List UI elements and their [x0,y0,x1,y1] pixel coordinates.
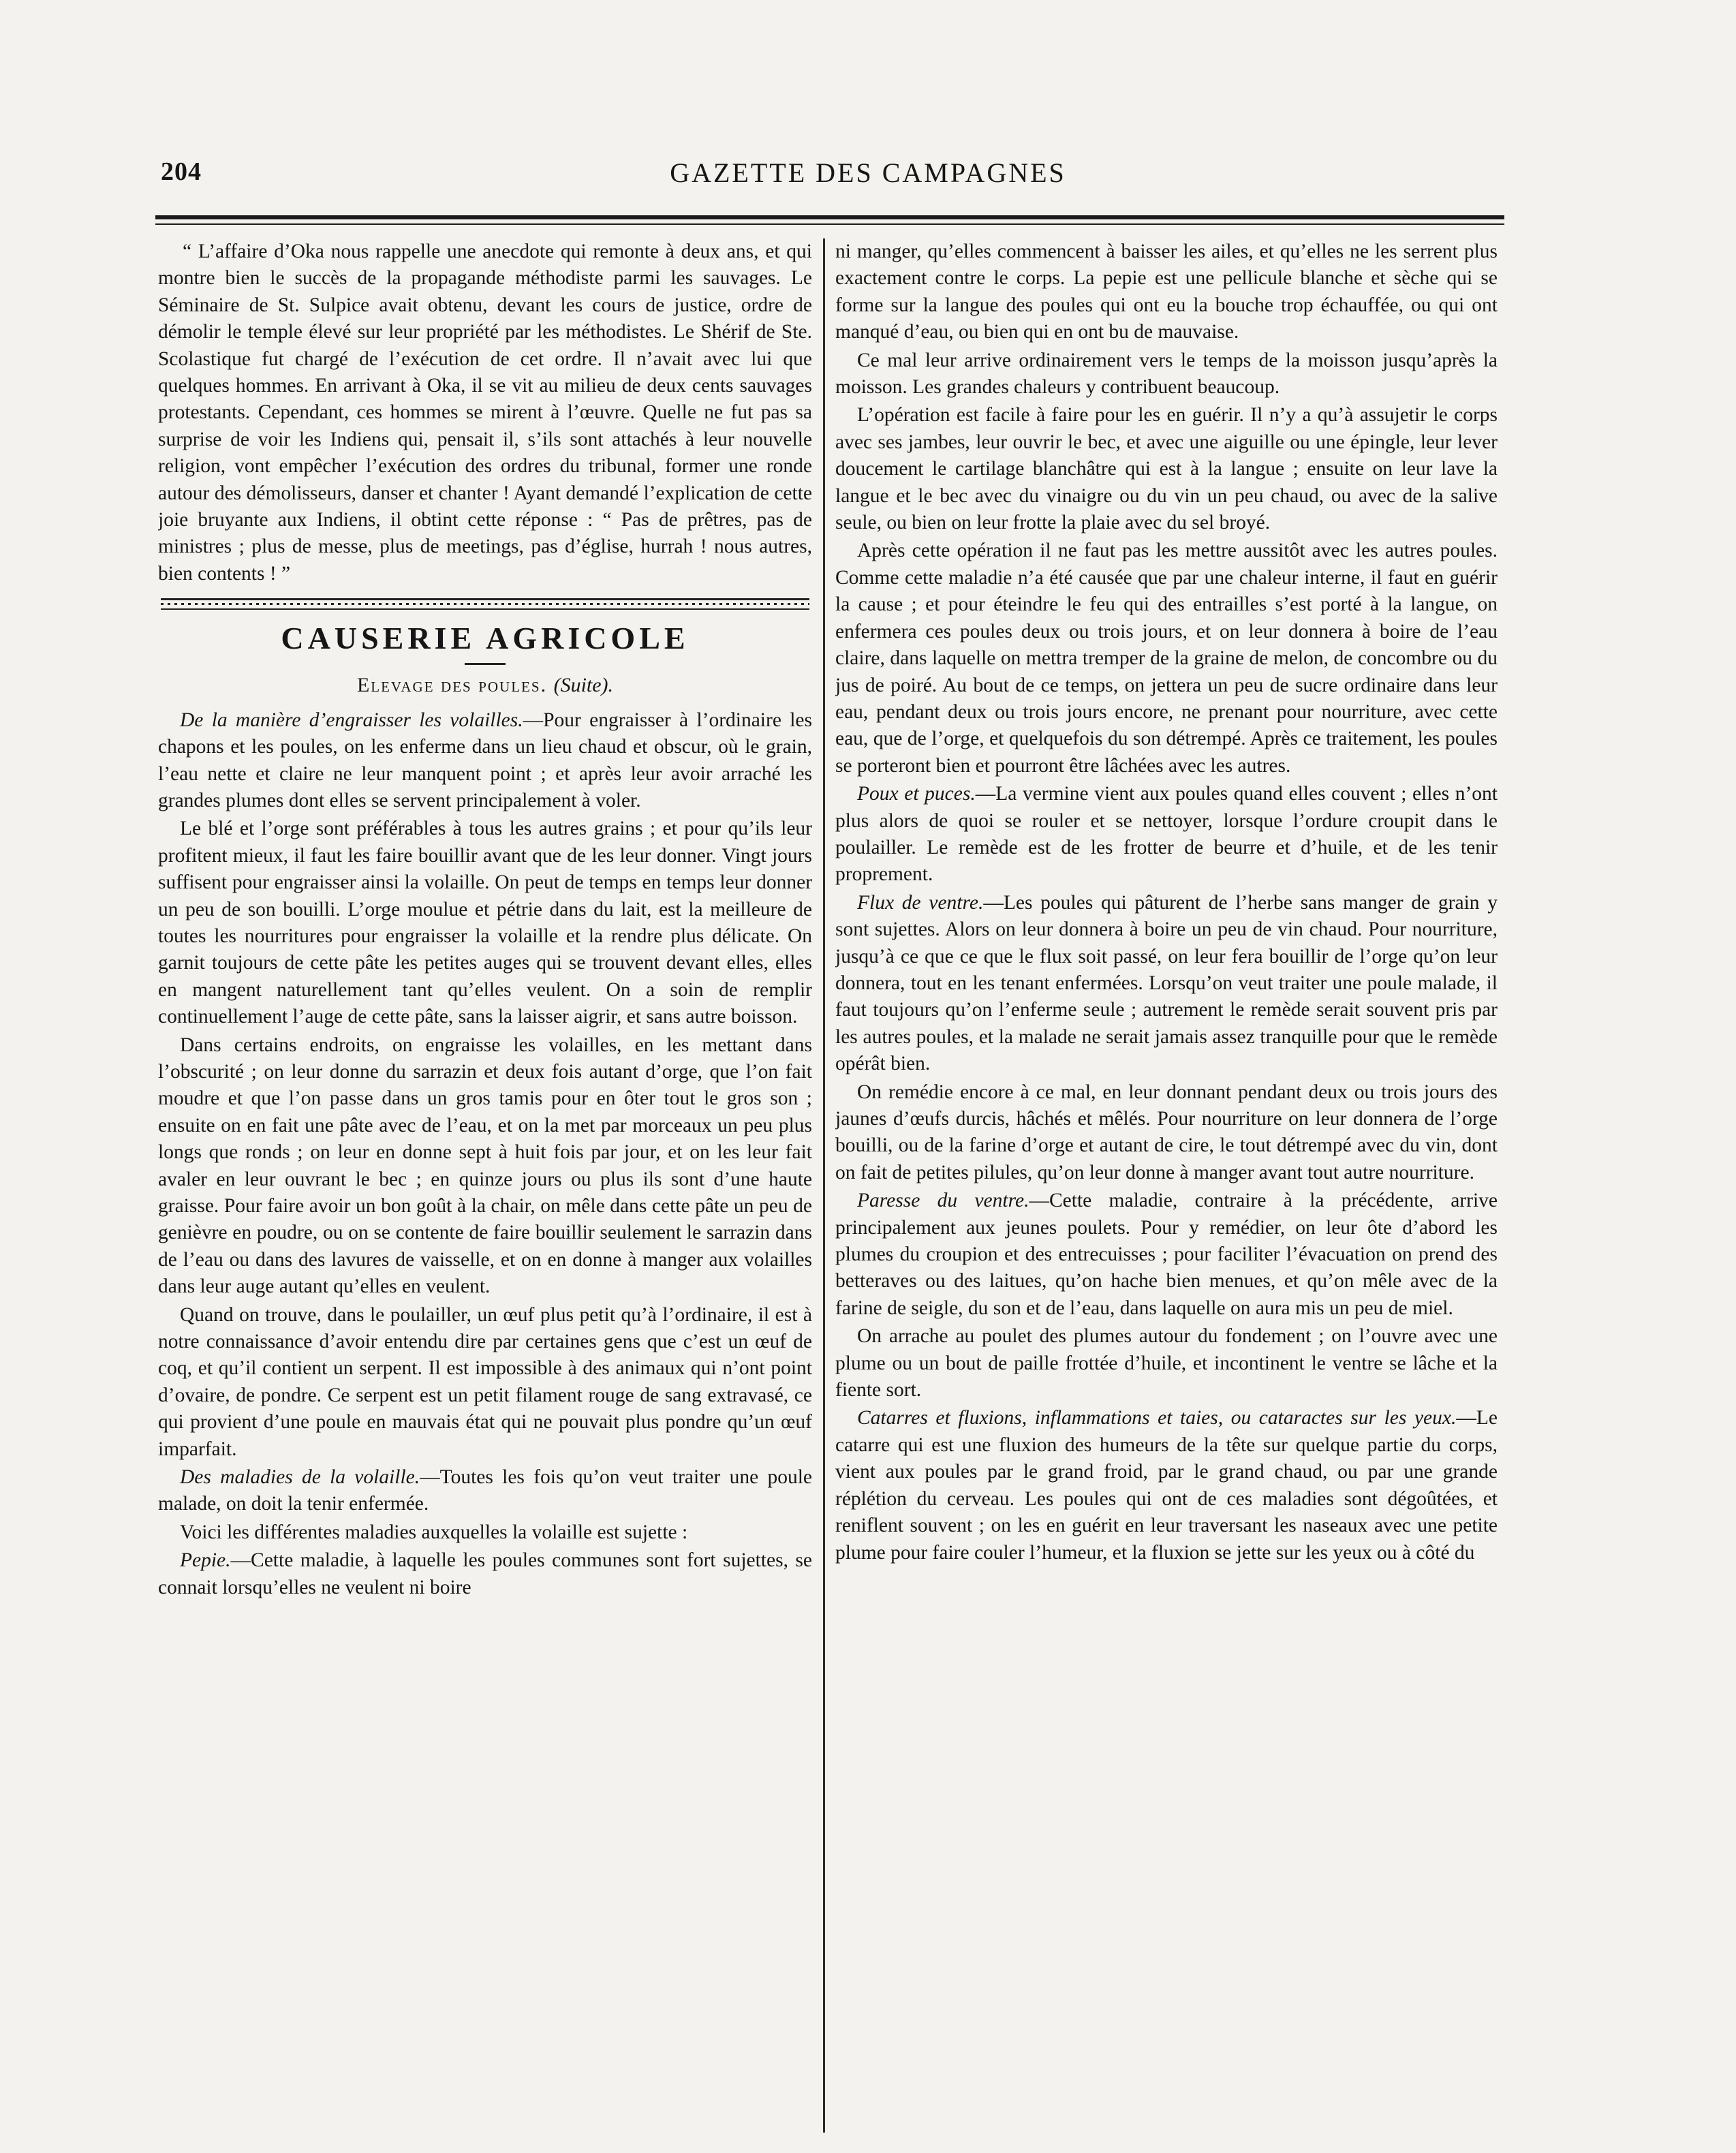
subsection-suite: (Suite). [553,674,614,697]
paragraph-lead: Paresse du ventre. [857,1190,1029,1212]
running-title: GAZETTE DES CAMPAGNES [670,157,1066,188]
paragraph-text: —Toutes les fois qu’on veut traiter une poule malade, on doit la tenir enfermée. [158,1466,812,1515]
column-divider [823,238,825,2133]
title-dash [465,663,506,665]
paragraph-pepie [158,1547,812,1601]
header-rule-thin [155,223,1504,225]
paragraph-grains: Le blé et l’orge sont préférables à tous les autres grains ; et pour qu’ils leur profitent mieux, il faut les faire bouillir avant que de les leur donner. Vingt jours suffisent pour engraisser ainsi la volaille. On peut de temps en temps leur donner un peu de son bouilli. L’orge moulue et pétrie dans du lait, est la meilleure de toutes les nourritures pour engraisser la volaille et la rendre plus délicate. On garnit toujours de cette pâte les petites auges qui se trouvent devant elles, elles en mangent naturellement tant qu’elles veulent. On a soin de remplir continuellement l’auge de cette pâte, sans la laisser aigrir, et sans autre boisson. [158,818,812,1028]
paragraph-oeuf-de-coq: Quand on trouve, dans le poulailler, un œuf plus petit qu’à l’ordinaire, il est à notre connaissance d’avoir entendu dire par certaines gens que c’est un œuf de coq, et qu’il contient un serpent. Il est impossible à des animaux qui n’ont point d’ovaire, de pondre. Ce serpent est un petit filament rouge de sang extravasé, ce qui provient d’une poule en mauvais état qui ne pouvait plus pondre qu’un œuf imparfait. [158,1303,812,1460]
subsection-title-text: Elevage des poules. [356,674,548,697]
right-column [835,238,1498,2139]
page-number: 204 [161,157,202,186]
paragraph-text: —Le catarre qui est une fluxion des humeurs de la tête sur quelque partie du corps, vient aux poules par le grand froid, par le grand chaud, ou par une grande réplétion du cerveau. Les poules qui ont de ces maladies sont dégoûtées, et reniflent souvent ; on les en guérit en leur traversant les naseaux avec une petite plume pour faire couler l’humeur, et la fluxion se jette sur les yeux ou à côté du [835,1407,1498,1564]
left-column [158,238,812,2139]
paragraph-moisson: Ce mal leur arrive ordinairement vers le temps de la moisson jusqu’après la moisson. Les grandes chaleurs y contribuent beaucoup. [835,349,1498,399]
paragraph-engraisser [158,707,812,815]
paragraph-flux [835,890,1498,1078]
paragraph-liste-maladies: Voici les différentes maladies auxquelles la volaille est sujette : [180,1521,688,1543]
section-title: CAUSERIE AGRICOLE [281,621,689,656]
paragraph-lead: Catarres et fluxions, inflammations et taies, ou cataractes sur les yeux. [857,1407,1457,1429]
paragraph-text: —Pour engraisser à l’ordinaire les chapons et les poules, on les enferme dans un lieu chaud et obscur, où le grain, l’eau nette et claire ne leur manquent point ; et après leur avoir arraché les grandes plumes dont elles se servent principalement à voler. [158,709,812,811]
paragraph-text: —Cette maladie, à laquelle les poules communes sont fort sujettes, se connait lorsqu’elles ne veulent ni boire [158,1549,812,1598]
paragraph-obscurite: Dans certains endroits, on engraisse les volailles, en les mettant dans l’obscurité ; on leur donne du sarrazin et deux fois autant d’orge, que l’on fait moudre et que l’on passe dans un gros tamis pour en ôter tout le gros son ; ensuite on en fait une pâte avec de l’eau, et on la met par morceaux un peu plus longs que ronds ; on leur en donne sept à huit fois par jour, et on les leur fait avaler en leur ouvrant le bec ; en quinze jours ou plus ils sont d’une haute graisse. Pour faire avoir un bon goût à la chair, on mêle dans cette pâte un peu de genièvre en poudre, ou on se contente de faire bouillir seulement le sarrazin dans de l’eau ou dans des lavures de vaisselle, et on en donne à manger aux volailles dans leur auge autant qu’elles en veulent. [158,1034,812,1298]
paragraph-remede: On remédie encore à ce mal, en leur donnant pendant deux ou trois jours des jaunes d’œufs durcis, hâchés et mêlés. Pour nourriture on leur donnera de l’orge bouilli, ou de la farine d’orge et autant de cire, le tout détrempé avec du vin, dont on fait de petites pilules, qu’on leur donne à manger avant tout autre nourriture. [835,1081,1498,1183]
ornamental-divider [161,598,809,610]
paragraph-text: —Les poules qui pâturent de l’herbe sans manger de grain y sont sujettes. Alors on leur donnera à boire un peu de vin chaud. Pour nourriture, jusqu’à ce que ce que le flux soit passé, on leur fera bouillir de l’orge qu’on leur donnera, tout en les tenant enfermées. Lorsqu’on veut traiter une poule malade, il faut toujours qu’on l’enferme seule ; autrement le remède serait souvent pris par les autres poules, et la malade ne serait jamais assez tranquille pour que le remède opérât bien. [835,891,1498,1075]
paragraph-lead: De la manière d’engraisser les volailles. [180,709,523,731]
paragraph-text: —La vermine vient aux poules quand elles couvent ; elles n’ont plus alors de quoi se rouler et se nettoyer, lorsque l’ordure croupit dans le poulailler. Le remède est de les frotter de beurre et d’huile, et de les tenir proprement. [835,783,1498,886]
paragraph-apres-operation: Après cette opération il ne faut pas les mettre aussitôt avec les autres poules. Comme cette maladie n’a été causée que par une chaleur interne, il faut en guérir la cause ; et pour éteindre le feu qui des entrailles s’est porté à la langue, on enfermera ces poules deux ou trois jours, et on leur donnera à boire de l’eau claire, dans laquelle on mettra tremper de la graine de melon, de concombre ou du jus de poiré. Au bout de ce temps, on jettera un peu de sucre ordinaire dans leur eau, pendant deux ou trois jours encore, ne prenant pour nourriture, avec cette eau, que de l’orge, et quelquefois du son détrempé. Après ce traitement, les poules se porteront bien et pourront être lâchées avec les autres. [835,540,1498,777]
paragraph-lead: Flux de ventre. [857,891,984,914]
paragraph-maladies [158,1464,812,1518]
header-rule [155,215,1504,219]
paragraph-lead: Poux et puces. [857,783,976,805]
paragraph-paresse [835,1188,1498,1322]
paragraph-operation: L’opération est facile à faire pour les en guérir. Il n’y a qu’à assujetir le corps avec ses jambes, leur ouvrir le bec, et avec une aiguille ou une épingle, leur lever doucement le cartilage blanchâtre qui est à la langue ; ensuite on leur lave la langue et le bec avec du vinaigre ou du vin un peu chaud, ou avec de la salive seule, ou bien on leur frotte la plaie avec du sel broyé. [835,404,1498,534]
paragraph-plumes: On arrache au poulet des plumes autour du fondement ; on l’ouvre avec une plume ou un bout de paille frottée d’huile, et incontinent le ventre se lâche et la fiente sort. [835,1325,1498,1401]
paragraph-pepie-continued: ni manger, qu’elles commencent à baisser les ailes, et qu’elles ne les serrent plus exactement contre le corps. La pepie est une pellicule blanche et sèche qui se forme sur la langue des poules qui ont eu la bouche trop échauffée, ou qui ont manqué d’eau, ou bien qui en ont bu de mauvaise. [835,241,1498,343]
paragraph-catarres [835,1405,1498,1566]
oka-anecdote-paragraph: “ L’affaire d’Oka nous rappelle une anecdote qui remonte à deux ans, et qui montre bien le succès de la propagande méthodiste parmi les sauvages. Le Séminaire de St. Sulpice avait obtenu, devant les cours de justice, ordre de démolir le temple élevé sur leur propriété par les méthodistes. Le Shérif de Ste. Scolastique fut chargé de l’exécution de cet ordre. Il n’avait avec lui que quelques hommes. En arrivant à Oka, il se vit au milieu de deux cents sauvages protestants. Cependant, ces hommes se mirent à l’œuvre. Quelle ne fut pas sa surprise de voir les Indiens qui, pensait il, s’ils sont attachés à leur nouvelle religion, vont empêcher l’exécution des ordres du tribunal, former une ronde autour des démolisseurs, danser et chanter ! Ayant demandé l’explication de cette joie bruyante aux Indiens, il obtint cette réponse : “ Pas de prêtres, pas de ministres ; plus de messe, plus de meetings, pas d’église, hurrah ! nous autres, bien contents ! ” [158,241,812,585]
subsection-title [158,672,812,698]
paragraph-text: —Cette maladie, contraire à la précédente, arrive principalement aux jeunes poulets. Pour y remédier, on leur ôte d’abord les plumes du croupion et des entrecuisses ; pour faciliter l’évacuation on prend des betteraves ou des laitues, qu’on hache bien menues, et qu’on mêle avec de la farine de seigle, du son et de l’eau, dans laquelle on aura mis un peu de miel. [835,1190,1498,1319]
paragraph-poux [835,781,1498,888]
paragraph-lead: Pepie. [180,1549,231,1572]
paragraph-lead: Des maladies de la volaille. [180,1466,420,1489]
